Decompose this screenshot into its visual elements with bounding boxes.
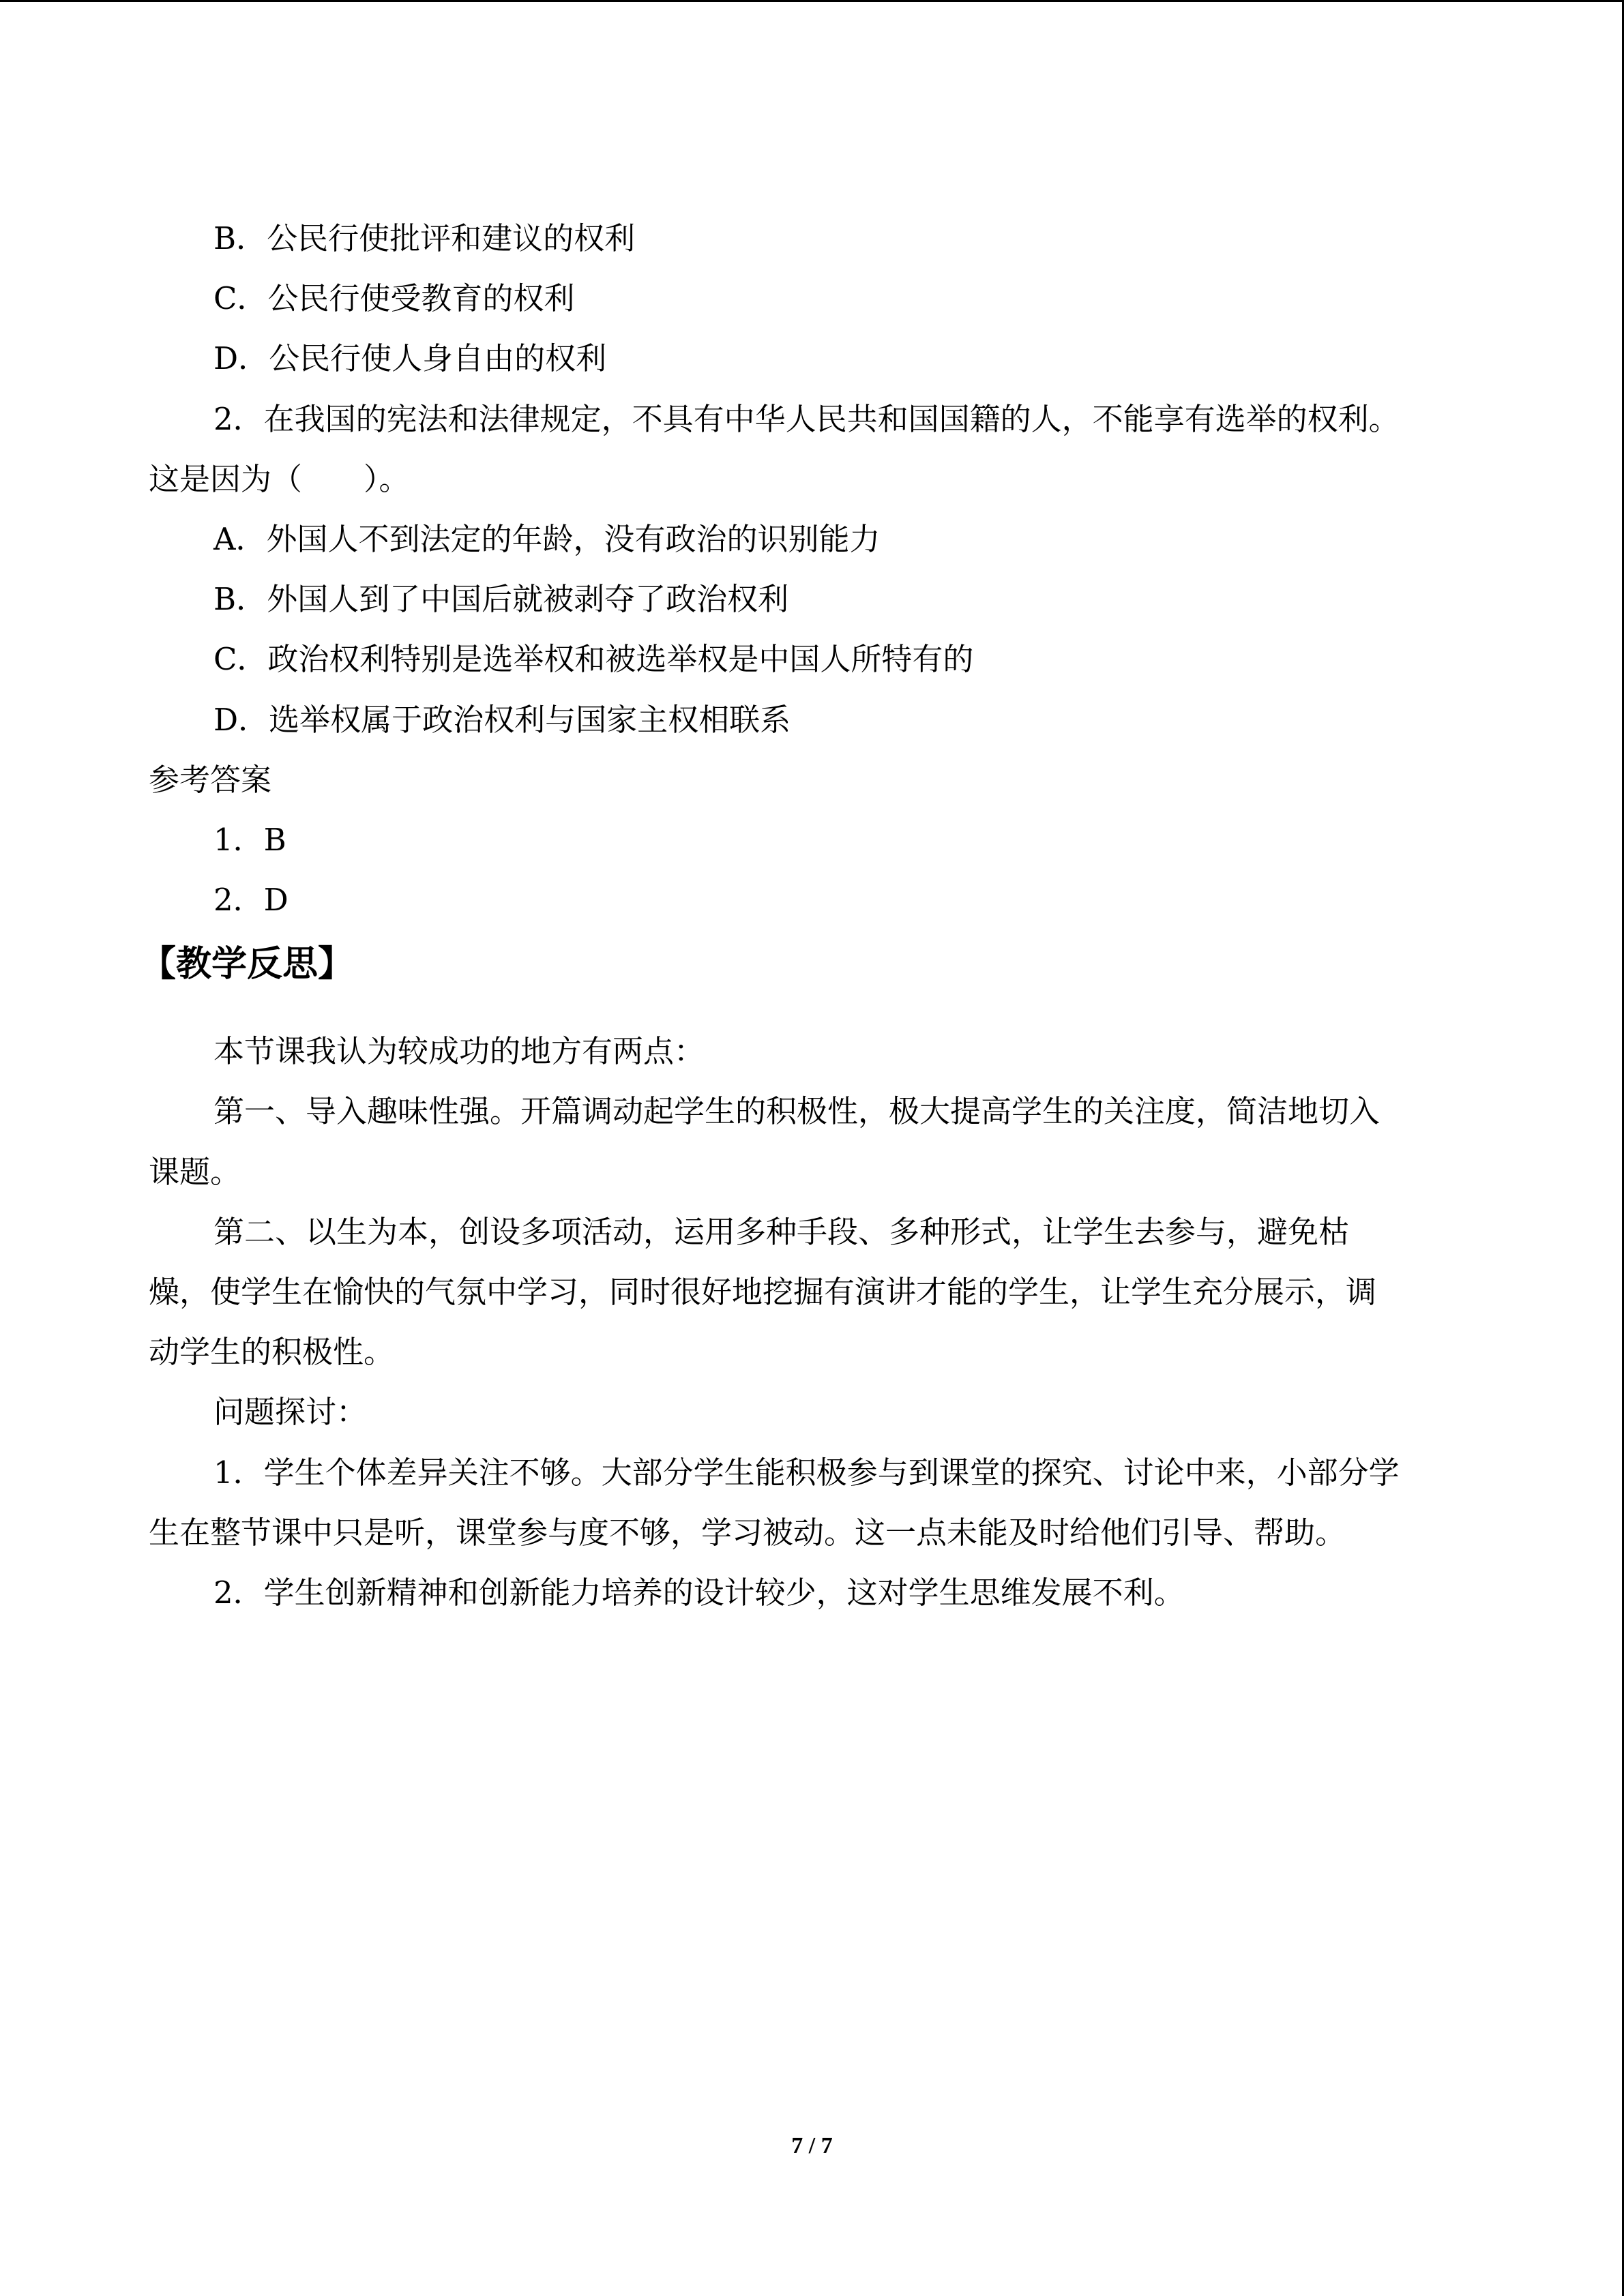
- problem-discussion-label: 问题探讨：: [213, 1394, 368, 1431]
- reflection-intro: 本节课我认为较成功的地方有两点：: [213, 1033, 705, 1070]
- question-2-option-a: A．外国人不到法定的年龄，没有政治的识别能力: [213, 520, 881, 557]
- problem-2: 2．学生创新精神和创新能力培养的设计较少，这对学生思维发展不利。: [213, 1574, 1185, 1611]
- reflection-point-1: 第一、导入趣味性强。开篇调动起学生的积极性，极大提高学生的关注度，简洁地切入: [213, 1093, 1381, 1130]
- answer-2: 2．D: [213, 882, 289, 919]
- option-b-criticism: B．公民行使批评和建议的权利: [213, 220, 636, 256]
- problem-1-cont: 生在整节课中只是听，课堂参与度不够，学习被动。这一点未能及时给他们引导、帮助。: [149, 1514, 1346, 1551]
- question-2-stem-cont: 这是因为（ ）。: [149, 460, 410, 497]
- reflection-point-2-cont-2: 动学生的积极性。: [149, 1334, 395, 1371]
- option-d-personal-freedom: D．公民行使人身自由的权利: [213, 340, 607, 377]
- reflection-point-2: 第二、以生为本，创设多项活动，运用多种手段、多种形式，让学生去参与，避免枯: [213, 1213, 1350, 1250]
- answer-key-label: 参考答案: [149, 761, 272, 798]
- reflection-point-2-cont-1: 燥，使学生在愉快的气氛中学习，同时很好地挖掘有演讲才能的学生，让学生充分展示，调: [149, 1274, 1377, 1310]
- question-2-option-c: C．政治权利特别是选举权和被选举权是中国人所特有的: [213, 641, 974, 678]
- heading-spacer: [149, 998, 1479, 1022]
- page-number: 7 / 7: [791, 2133, 833, 2158]
- question-2-option-b: B．外国人到了中国后就被剥夺了政治权利: [213, 581, 789, 618]
- section-heading-teaching-reflection: 【教学反思】: [141, 944, 354, 985]
- question-2-stem: 2．在我国的宪法和法律规定，不具有中华人民共和国国籍的人，不能享有选举的权利。: [213, 400, 1400, 437]
- reflection-point-1-cont: 课题。: [149, 1153, 241, 1190]
- answer-1: 1．B: [213, 821, 286, 858]
- question-2-option-d: D．选举权属于政治权利与国家主权相联系: [213, 701, 791, 738]
- problem-1: 1．学生个体差异关注不够。大部分学生能积极参与到课堂的探究、讨论中来，小部分学: [213, 1454, 1400, 1491]
- option-c-education: C．公民行使受教育的权利: [213, 280, 575, 317]
- document-body: [141, 209, 1479, 1623]
- page-top-border: [0, 0, 1624, 2]
